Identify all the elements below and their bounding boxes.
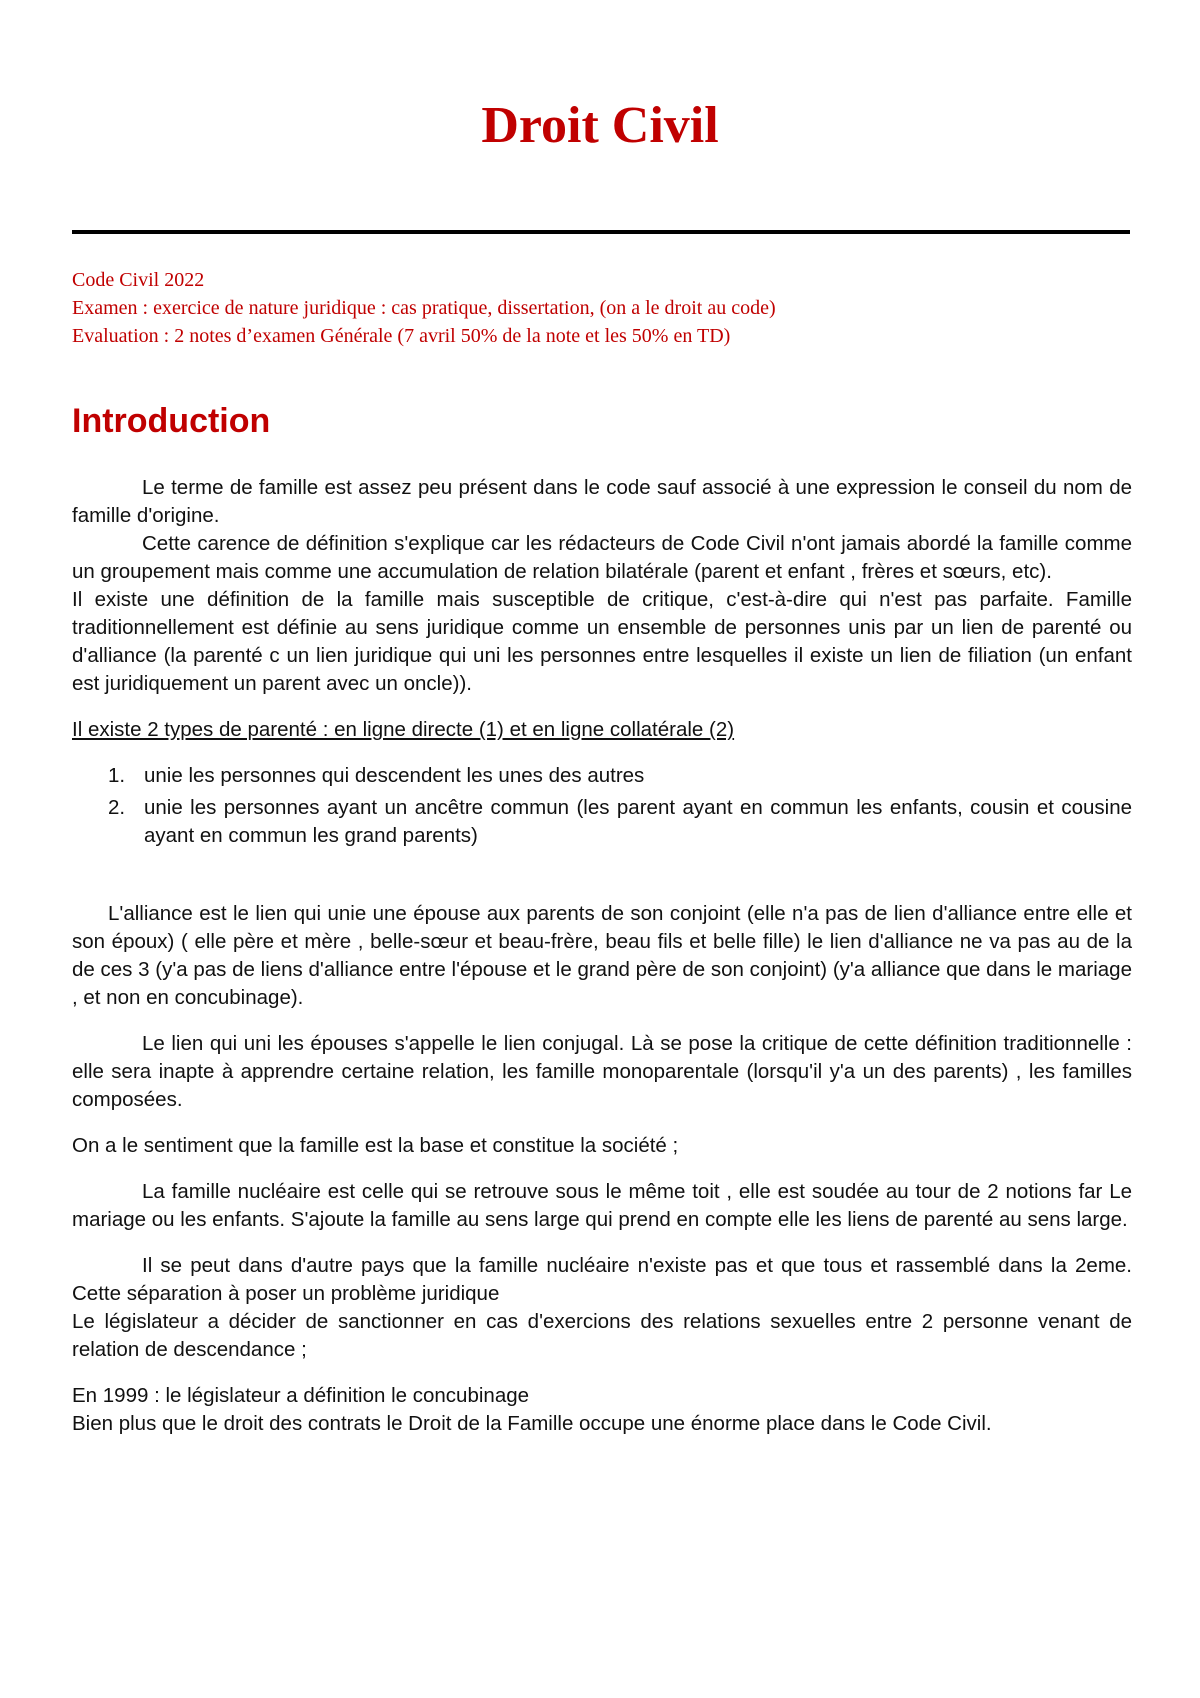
paragraph: Il se peut dans d'autre pays que la famille nucléaire n'existe pas et que tous et rassemblé dans la 2eme. Cette séparation à poser un problème juridique: [72, 1254, 1132, 1305]
list-item-number: 2.: [108, 796, 126, 819]
list-item: [108, 762, 1132, 790]
evaluation-line: Evaluation : 2 notes d’examen Générale (7 avril 50% de la note et les 50% en TD): [72, 325, 731, 347]
parente-list: [72, 762, 1132, 850]
paragraph: Il existe une définition de la famille mais susceptible de critique, c'est-à-dire qui n'est pas parfaite. Famille traditionnellement est définie au sens juridique comme un ensemble de personnes unis par un lien de parenté ou d'alliance (la parenté c un lien juridique qui uni les personnes entre lesquelles il existe un lien de filiation (un enfant est juridiquement un parent avec un oncle)).: [72, 588, 1132, 695]
list-item: [108, 794, 1132, 850]
paragraph: Bien plus que le droit des contrats le Droit de la Famille occupe une énorme place dans le Code Civil.: [72, 1412, 992, 1435]
paragraph: Le terme de famille est assez peu présent dans le code sauf associé à une expression le conseil du nom de famille d'origine.: [72, 476, 1132, 527]
paragraph: Le lien qui uni les épouses s'appelle le lien conjugal. Là se pose la critique de cette définition traditionnelle : elle sera inapte à apprendre certaine relation, les famille monoparentale (lorsqu'il y'a un des parents) , les familles composées.: [72, 1032, 1132, 1111]
examen-line: Examen : exercice de nature juridique : cas pratique, dissertation, (on a le droit au code): [72, 297, 776, 319]
paragraph: Le législateur a décider de sanctionner en cas d'exercions des relations sexuelles entre 2 personne venant de relation de descendance ;: [72, 1310, 1132, 1361]
title-divider: [72, 230, 1130, 234]
list-item-text: unie les personnes qui descendent les unes des autres: [144, 764, 645, 787]
spacer: [72, 1160, 1132, 1178]
course-info: [72, 266, 1132, 350]
spacer: [72, 1234, 1132, 1252]
document-title: Droit Civil: [481, 97, 719, 154]
paragraph: Cette carence de définition s'explique car les rédacteurs de Code Civil n'ont jamais abordé la famille comme un groupement mais comme une accumulation de relation bilatérale (parent et enfant , frères et sœurs, etc).: [72, 532, 1132, 583]
paragraph: La famille nucléaire est celle qui se retrouve sous le même toit , elle est soudée au tour de 2 notions far Le mariage ou les enfants. S'ajoute la famille au sens large qui prend en compte elle les liens de parenté au sens large.: [72, 1180, 1132, 1231]
list-item-number: 1.: [108, 764, 126, 787]
code-civil-line: Code Civil 2022: [72, 269, 205, 291]
spacer: [72, 854, 1132, 882]
spacer: [72, 698, 1132, 716]
list-item-text: unie les personnes ayant un ancêtre commun (les parent ayant en commun les enfants, cousin et cousine ayant en commun les grand parents): [144, 796, 1132, 847]
parente-types-heading: Il existe 2 types de parenté : en ligne directe (1) et en ligne collatérale (2): [72, 718, 735, 741]
paragraph: En 1999 : le législateur a définition le concubinage: [72, 1384, 530, 1407]
paragraph: L'alliance est le lien qui unie une épouse aux parents de son conjoint (elle n'a pas de lien d'alliance entre elle et son époux) ( elle père et mère , belle-sœur et beau-frère, beau fils et belle fille) le lien d'alliance ne va pas au de la de ces 3 (y'a pas de liens d'alliance entre l'épouse et le grand père de son conjoint) (y'a alliance que dans le mariage , et non en concubinage).: [72, 902, 1132, 1009]
spacer: [72, 744, 1132, 762]
document-body: [72, 474, 1132, 1438]
spacer: [72, 882, 1132, 900]
spacer: [72, 1364, 1132, 1382]
paragraph: On a le sentiment que la famille est la base et constitue la société ;: [72, 1134, 679, 1157]
spacer: [72, 1012, 1132, 1030]
section-heading-introduction: Introduction: [72, 402, 271, 440]
spacer: [72, 1114, 1132, 1132]
